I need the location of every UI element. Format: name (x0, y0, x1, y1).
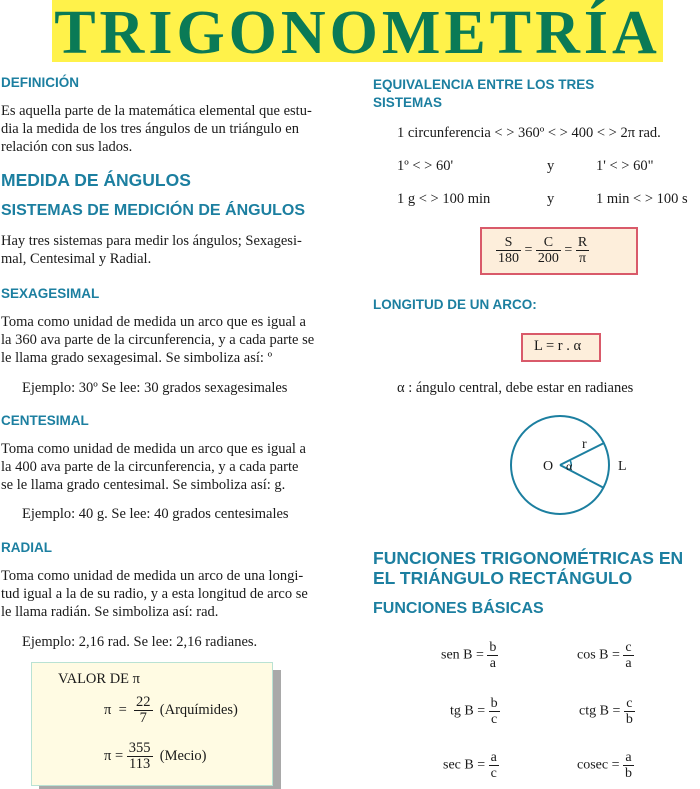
alpha-note: α : ángulo central, debe estar en radianes (397, 380, 634, 396)
centesimal-text: Toma como unidad de medida un arco que es igual a la 400 ava parte de la circunferencia, y a cada parte se le llama grado centesimal. Se simboliza así: g. (1, 441, 306, 493)
sexagesimal-heading: SEXAGESIMAL (1, 286, 100, 301)
pi-formula-archimedes: π = $\frac{22}{7}$ (Arquímides) (104, 694, 238, 726)
centesimal-example: Ejemplo: 40 g. Se lee: 40 grados centesimales (22, 506, 289, 522)
pi-value-box (31, 662, 273, 786)
func-cos: cos B = $\frac{c}{a}$ (577, 640, 632, 671)
sistemas-text: Hay tres sistemas para medir los ángulos; Sexagesi- mal, Centesimal y Radial. (1, 233, 302, 267)
page-title: TRIGONOMETRÍA (54, 0, 661, 67)
radial-example: Ejemplo: 2,16 rad. Se lee: 2,16 radianes. (22, 634, 258, 650)
equivalencia-row-3-y: y (547, 191, 555, 207)
radial-text: Toma como unidad de medida un arco de una longi- tud igual a la de su radio, y a esta longitud de arco se le llama radián. Se simboliza así: rad. (1, 568, 308, 620)
equivalencia-row-3-a: 1 g < > 100 min (397, 191, 491, 207)
equivalencia-row-1: 1 circunferencia < > 360º < > 400 < > 2π rad. (397, 125, 661, 141)
pi-box-title: VALOR DE π (58, 671, 140, 687)
definicion-heading: DEFINICIÓN (1, 75, 80, 90)
funciones-heading: FUNCIONES TRIGONOMÉTRICAS EN EL TRIÁNGULO RECTÁNGULO (373, 548, 684, 588)
definicion-text: Es aquella parte de la matemática elemental que estu- dia la medida de los tres ángulos de un triángulo en relación con sus lados. (1, 103, 312, 155)
label-alpha: α (566, 459, 573, 473)
equivalencia-row-2-a: 1º < > 60' (397, 158, 454, 174)
ratio-formula-box (480, 227, 638, 275)
sistemas-heading: SISTEMAS DE MEDICIÓN DE ÁNGULOS (1, 202, 306, 219)
medida-heading: MEDIDA DE ÁNGULOS (1, 170, 191, 190)
sexagesimal-text: Toma como unidad de medida un arco que es igual a la 360 ava parte de la circunferencia, y a cada parte se le llama grado sexagesimal. Se simboliza así: º (1, 314, 315, 366)
func-tg: tg B = $\frac{b}{c}$ (450, 696, 498, 727)
label-l: L (618, 459, 627, 474)
equivalencia-row-3-b: 1 min < > 100 s (596, 191, 688, 207)
label-r: r (582, 437, 587, 452)
centesimal-heading: CENTESIMAL (1, 413, 89, 428)
sexagesimal-example: Ejemplo: 30º Se lee: 30 grados sexagesimales (22, 380, 288, 396)
equivalencia-row-2-y: y (547, 158, 555, 174)
func-sec: sec B = $\frac{a}{c}$ (443, 750, 497, 781)
ratio-formula: $\frac{S}{180}$ = $\frac{C}{200}$ = $\frac{R}{\pi}$ (498, 235, 588, 266)
func-ctg: ctg B = $\frac{c}{b}$ (579, 696, 633, 727)
longitud-heading: LONGITUD DE UN ARCO: (373, 297, 537, 312)
arc-diagram (500, 410, 640, 520)
pi-formula-mecio: π = $\frac{355}{113}$ (Mecio) (104, 740, 207, 772)
equivalencia-row-2-b: 1' < > 60" (596, 158, 654, 174)
func-sen: sen B = $\frac{b}{a}$ (441, 640, 497, 671)
func-cosec: cosec = $\frac{a}{b}$ (577, 750, 632, 781)
arc-formula: L = r . α (534, 338, 582, 354)
radial-heading: RADIAL (1, 540, 52, 555)
label-o: O (543, 459, 554, 474)
funciones-basicas-heading: FUNCIONES BÁSICAS (373, 600, 544, 617)
arc-formula-box (521, 333, 601, 362)
equivalencia-heading: EQUIVALENCIA ENTRE LOS TRES SISTEMAS (373, 77, 595, 110)
